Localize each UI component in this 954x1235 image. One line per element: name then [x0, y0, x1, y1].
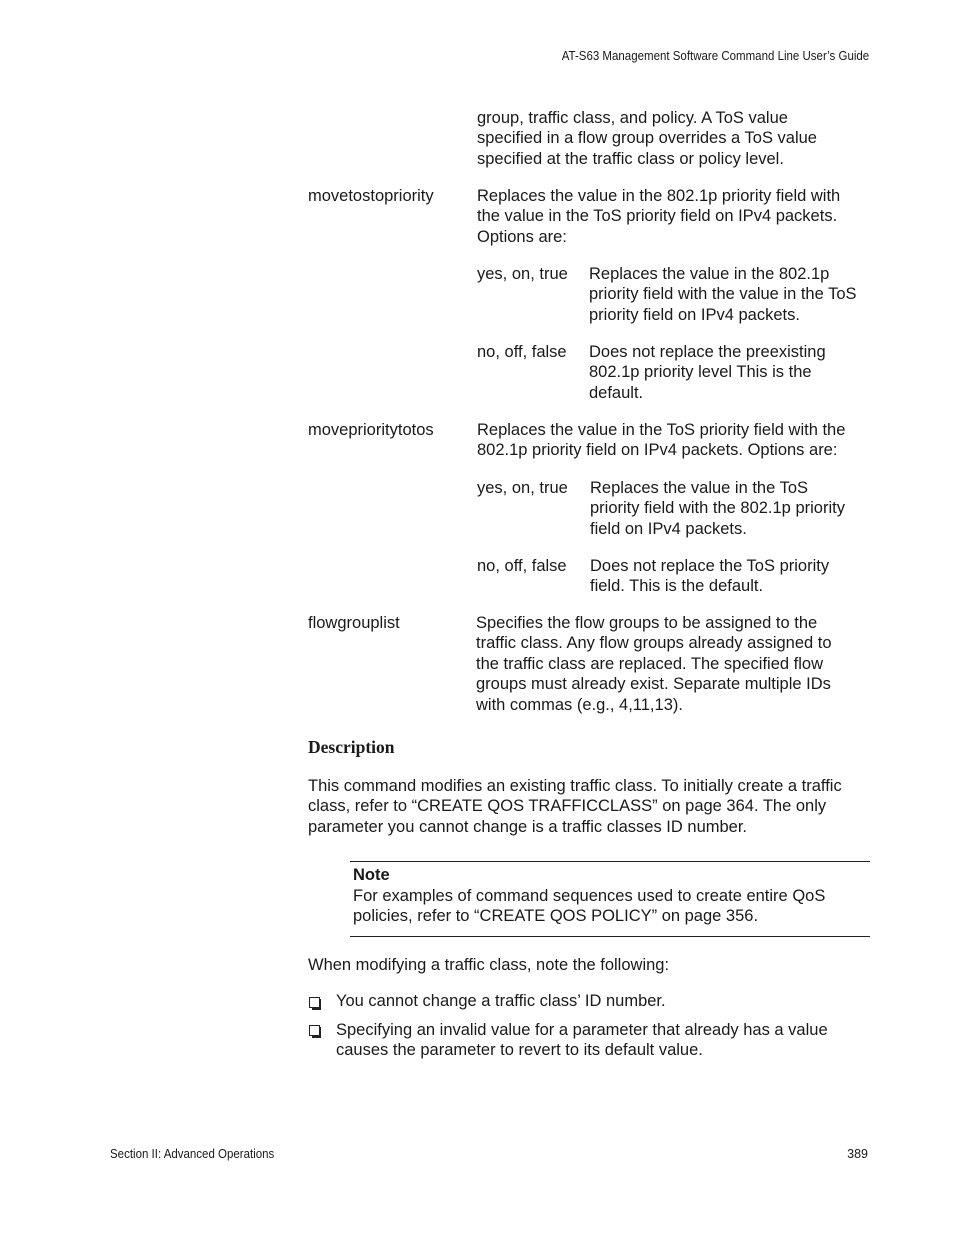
text-line: policies, refer to “CREATE QOS POLICY” on page 356.: [353, 907, 759, 926]
text-line: priority field on IPv4 packets.: [589, 305, 800, 324]
text-line: specified at the traffic class or policy level.: [477, 149, 784, 168]
text-line: This command modifies an existing traffic class. To initially create a traffic: [308, 777, 842, 795]
option-key: no, off, false: [477, 343, 567, 361]
intro-continued: [477, 108, 817, 169]
bullet-shadow: [312, 1036, 321, 1038]
text-line: priority field with the 802.1p priority: [590, 499, 845, 518]
text-line: the traffic class are replaced. The specified flow: [476, 654, 823, 673]
option-key: no, off, false: [477, 557, 567, 575]
text-line: Does not replace the ToS priority: [590, 557, 830, 575]
text-line: specified in a flow group overrides a ToS value: [477, 129, 817, 148]
note-body: [353, 886, 868, 927]
text-line: group, traffic class, and policy. A ToS value: [477, 109, 788, 127]
text-line: 802.1p priority field on IPv4 packets. Options are:: [477, 441, 838, 460]
bullet-text: [336, 1020, 828, 1061]
option-key: yes, on, true: [477, 479, 568, 497]
param-desc-movetostopriority: [477, 186, 840, 247]
param-name-movetostopriority: movetostopriority: [308, 187, 434, 205]
text-line: groups must already exist. Separate multiple IDs: [476, 675, 831, 694]
followup-text: When modifying a traffic class, note the following:: [308, 956, 670, 974]
text-line: default.: [589, 383, 644, 402]
note-box: [350, 861, 870, 937]
description-body: [308, 776, 842, 837]
running-header: AT-S63 Management Software Command Line User’s Guide: [561, 49, 869, 63]
text-line: causes the parameter to revert to its default value.: [336, 1041, 703, 1060]
bullet-shadow: [312, 1008, 321, 1010]
text-line: 802.1p priority level This is the: [589, 363, 812, 382]
footer-section: Section II: Advanced Operations: [110, 1147, 275, 1161]
bullet-shadow: [319, 999, 321, 1008]
option-desc: [590, 556, 829, 597]
text-line: Replaces the value in the ToS: [590, 479, 809, 497]
text-line: the value in the ToS priority field on IPv4 packets.: [477, 207, 838, 226]
text-line: priority field with the value in the ToS: [589, 285, 857, 304]
section-heading: Description: [308, 737, 395, 757]
param-name-moveprioritytotos: moveprioritytotos: [308, 421, 434, 439]
text-line: Specifying an invalid value for a parameter that already has a value: [336, 1021, 828, 1039]
text-line: traffic class. Any flow groups already assigned to: [476, 634, 832, 653]
param-desc-flowgrouplist: [476, 613, 832, 715]
text-line: field on IPv4 packets.: [590, 519, 747, 538]
bullet-shadow: [319, 1027, 321, 1036]
option-key: yes, on, true: [477, 265, 568, 283]
text-line: class, refer to “CREATE QOS TRAFFICCLASS” on page 364. The only: [308, 797, 827, 816]
text-line: For examples of command sequences used to create entire QoS: [353, 887, 826, 905]
option-desc: [590, 478, 845, 539]
bullet-text: [336, 991, 666, 1011]
page-number: 389: [847, 1147, 868, 1161]
text-line: field. This is the default.: [590, 577, 764, 596]
text-line: Options are:: [477, 227, 567, 246]
param-name-flowgrouplist: flowgrouplist: [308, 614, 400, 632]
note-title: Note: [353, 866, 390, 884]
text-line: with commas (e.g., 4,11,13).: [476, 695, 683, 714]
text-line: Does not replace the preexisting: [589, 343, 826, 361]
param-desc-moveprioritytotos: [477, 420, 845, 461]
text-line: Replaces the value in the 802.1p priority field with: [477, 187, 841, 205]
option-desc: [589, 264, 857, 325]
text-line: Replaces the value in the 802.1p: [589, 265, 830, 283]
text-line: Specifies the flow groups to be assigned to the: [476, 614, 818, 632]
text-line: Replaces the value in the ToS priority field with the: [477, 421, 846, 439]
text-line: parameter you cannot change is a traffic classes ID number.: [308, 817, 748, 836]
text-line: You cannot change a traffic class’ ID number.: [336, 992, 666, 1010]
option-desc: [589, 342, 826, 403]
